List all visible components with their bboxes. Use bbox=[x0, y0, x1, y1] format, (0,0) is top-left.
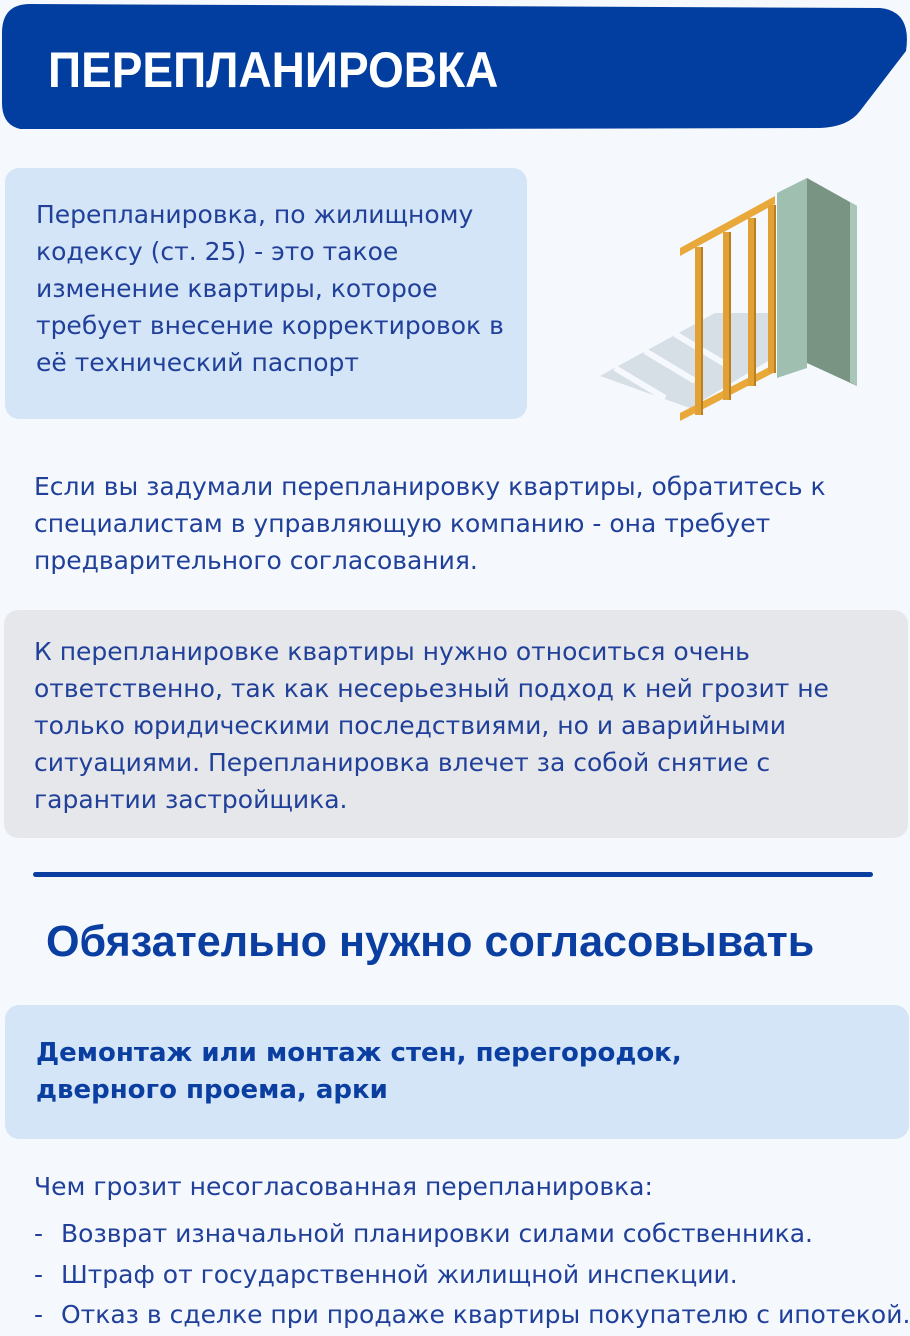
bullet-dash: - bbox=[34, 1259, 44, 1289]
risks-list bbox=[34, 1214, 910, 1336]
risk-item bbox=[34, 1255, 910, 1296]
header-banner bbox=[0, 3, 910, 129]
risk-item-text: Отказ в сделке при продаже квартиры покупателю с ипотекой. bbox=[61, 1300, 910, 1329]
required-item-text: Демонтаж или монтаж стен, перегородок, дверного проема, арки bbox=[36, 1038, 682, 1105]
risk-item bbox=[34, 1214, 910, 1255]
page-title: ПЕРЕПЛАНИРОВКА bbox=[48, 42, 499, 98]
section-divider bbox=[33, 872, 873, 877]
section-title: Обязательно нужно согласовывать bbox=[46, 917, 815, 966]
risk-item bbox=[34, 1295, 910, 1336]
warning-text: К перепланировке квартиры нужно относиться очень ответственно, так как несерьезный подход к ней грозит не только юридическими последствиями, но и аварийными ситуациями. Перепланировка влечет за собой снятие с гарантии застройщика. bbox=[34, 637, 829, 814]
risk-item-text: Возврат изначальной планировки силами собственника. bbox=[61, 1219, 813, 1248]
risks-heading: Чем грозит несогласованная перепланировка: bbox=[34, 1172, 653, 1201]
bullet-dash: - bbox=[34, 1300, 44, 1329]
intro-paragraph: Если вы задумали перепланировку квартиры, обратитесь к специалистам в управляющую компанию - она требует предварительного согласования. bbox=[34, 472, 826, 575]
wall-frame-illustration-icon bbox=[595, 168, 865, 423]
definition-text: Перепланировка, по жилищному кодексу (ст. 25) - это такое изменение квартиры, которое требует внесение корректировок в её технический паспорт bbox=[36, 200, 504, 377]
bullet-dash: - bbox=[34, 1219, 44, 1248]
risk-item-text: Штраф от государственной жилищной инспекции. bbox=[61, 1259, 738, 1289]
